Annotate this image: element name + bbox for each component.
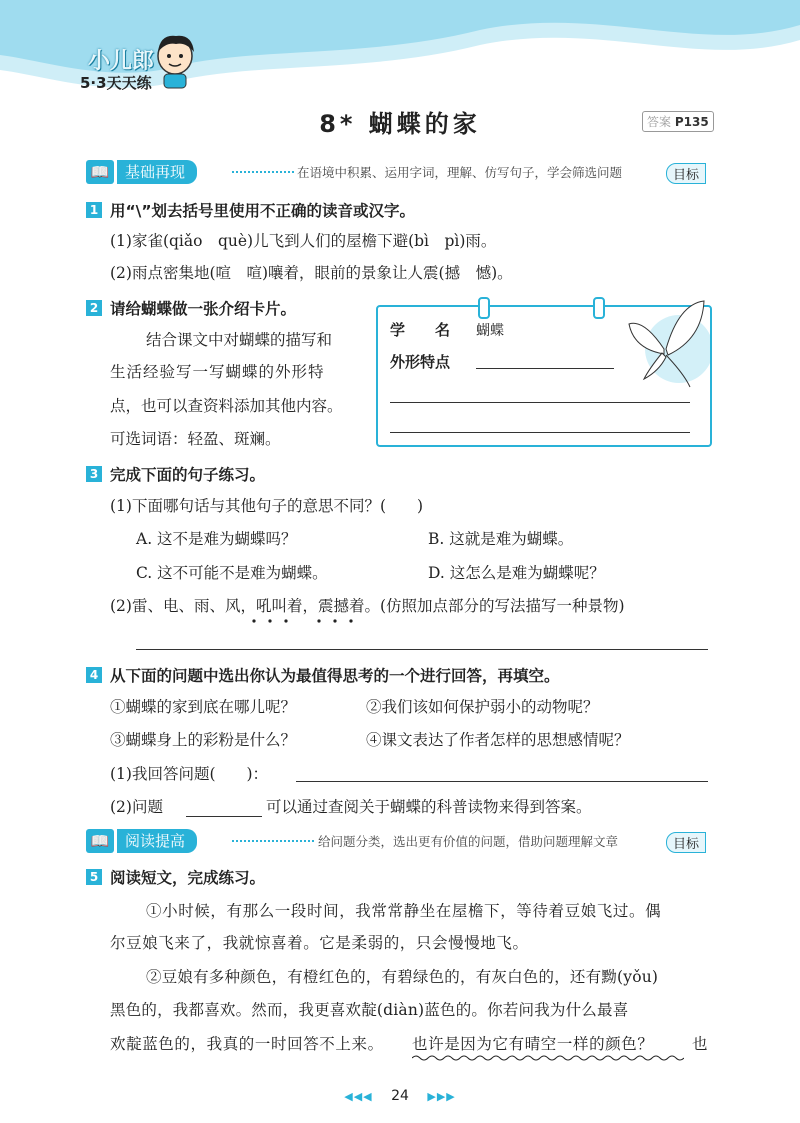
next-arrows-icon: ▶▶▶: [427, 1090, 456, 1103]
q2-body-line: 可选词语：轻盈、斑斓。: [110, 430, 281, 448]
q3-sub-1: (1)下面哪句话与其他句子的意思不同？( ): [110, 497, 424, 515]
section-basic-label: 基础再现: [117, 160, 197, 184]
question-number: 3: [86, 466, 102, 482]
answer-line[interactable]: [136, 649, 708, 650]
q2-body-line: 结合课文中对蝴蝶的描写和: [146, 331, 333, 349]
q4-option-4: ④课文表达了作者怎样的思想感情呢？: [366, 731, 630, 749]
answer-line[interactable]: [296, 781, 708, 782]
q1-item-1: (1)家雀(qiǎo què)儿飞到人们的屋檐下避(bì pì)雨。: [110, 232, 497, 250]
option-d: D. 这怎么是难为蝴蝶呢？: [428, 564, 605, 582]
section-basic-goal: 在语境中积累、运用字词，理解、仿写句子，学会筛选问题: [297, 165, 623, 180]
q1-item-2: (2)雨点密集地(喧 喧)嚷着，眼前的景象让人震(撼 憾)。: [110, 264, 513, 282]
section-basic-tag: 目标: [666, 163, 706, 184]
card-name-label: 学 名: [390, 321, 451, 339]
option-c: C. 这不可能不是难为蝴蝶。: [136, 564, 328, 582]
butterfly-icon: [624, 299, 710, 389]
question-number: 4: [86, 667, 102, 683]
wavy-underlined-sentence: 也许是因为它有晴空一样的颜色？: [412, 1035, 654, 1053]
logo-title: 小儿郎: [88, 49, 155, 74]
question-prompt: 用“\”划去括号里使用不正确的读音或汉字。: [110, 202, 416, 220]
q3-sub-2: (2)雷、电、雨、风，吼叫着，震撼着。(仿照加点部分的写法描写一种景物): [110, 597, 625, 615]
card-feature-label: 外形特点: [390, 353, 451, 371]
divider: [232, 840, 314, 842]
question-number: 2: [86, 300, 102, 316]
section-reading-goal: 给问题分类，选出更有价值的问题，借助问题理解文章: [318, 834, 619, 849]
logo-subtitle: 5·3天天练: [80, 74, 152, 92]
divider: [232, 171, 294, 173]
question-prompt: 从下面的问题中选出你认为最值得思考的一个进行回答，再填空。: [110, 667, 560, 685]
question-prompt: 完成下面的句子练习。: [110, 466, 266, 484]
page-number: 24: [391, 1088, 409, 1104]
intro-card: [376, 305, 712, 447]
question-number: 1: [86, 202, 102, 218]
option-a: A. 这不是难为蝴蝶吗？: [136, 530, 297, 548]
q2-body-line: 生活经验写一写蝴蝶的外形特: [110, 363, 325, 381]
q2-body-line: 点，也可以查资料添加其他内容。: [110, 397, 343, 415]
option-b: B. 这就是难为蝴蝶。: [428, 530, 574, 548]
passage-line: 欢靛蓝色的，我真的一时回答不上来。: [110, 1035, 384, 1053]
card-answer-line[interactable]: [390, 432, 690, 433]
mascot-icon: [150, 28, 200, 90]
book-icon: 📖: [86, 160, 114, 184]
passage-line-end: 也: [692, 1035, 708, 1053]
q4-fill-2-suffix: 可以通过查阅关于蝴蝶的科普读物来得到答案。: [266, 798, 592, 816]
q4-fill-1: (1)我回答问题( )：: [110, 765, 269, 783]
answer-label: 答案: [647, 115, 672, 129]
section-basic: [86, 159, 226, 185]
book-icon: 📖: [86, 829, 114, 853]
card-ring: [593, 297, 605, 319]
answer-ref: [642, 111, 714, 132]
question-prompt: 阅读短文，完成练习。: [110, 869, 266, 887]
passage-line: ①小时候，有那么一段时间，我常常静坐在屋檐下，等待着豆娘飞过。偶: [146, 902, 662, 920]
card-name-value: 蝴蝶: [476, 323, 504, 339]
passage-line: ②豆娘有多种颜色，有橙红色的，有碧绿色的，有灰白色的，还有黝(yǒu): [146, 968, 659, 986]
section-reading: [86, 828, 226, 854]
page-footer: [0, 1088, 800, 1104]
card-ring: [478, 297, 490, 319]
passage-line: 尔豆娘飞来了，我就惊喜着。它是柔弱的，只会慢慢地飞。: [110, 934, 529, 952]
passage-line: 黑色的，我都喜欢。然而，我更喜欢靛(diàn)蓝色的。你若问我为什么最喜: [110, 1001, 629, 1019]
emphasis-dots: [244, 618, 364, 624]
q4-option-3: ③蝴蝶身上的彩粉是什么？: [110, 731, 297, 749]
prev-arrows-icon: ◀◀◀: [344, 1090, 373, 1103]
section-reading-label: 阅读提高: [117, 829, 197, 853]
question-number: 5: [86, 869, 102, 885]
fill-blank[interactable]: [186, 816, 262, 817]
q4-fill-2-prefix: (2)问题: [110, 798, 163, 816]
question-prompt: 请给蝴蝶做一张介绍卡片。: [110, 300, 297, 318]
q4-option-1: ①蝴蝶的家到底在哪儿呢？: [110, 698, 297, 716]
card-answer-line[interactable]: [390, 402, 690, 403]
page-title: 8* 蝴蝶的家: [319, 110, 481, 138]
wavy-underline: [412, 1055, 684, 1061]
answer-page: P135: [674, 115, 709, 129]
section-reading-tag: 目标: [666, 832, 706, 853]
card-feature-line[interactable]: [476, 368, 614, 369]
q4-option-2: ②我们该如何保护弱小的动物呢？: [366, 698, 599, 716]
